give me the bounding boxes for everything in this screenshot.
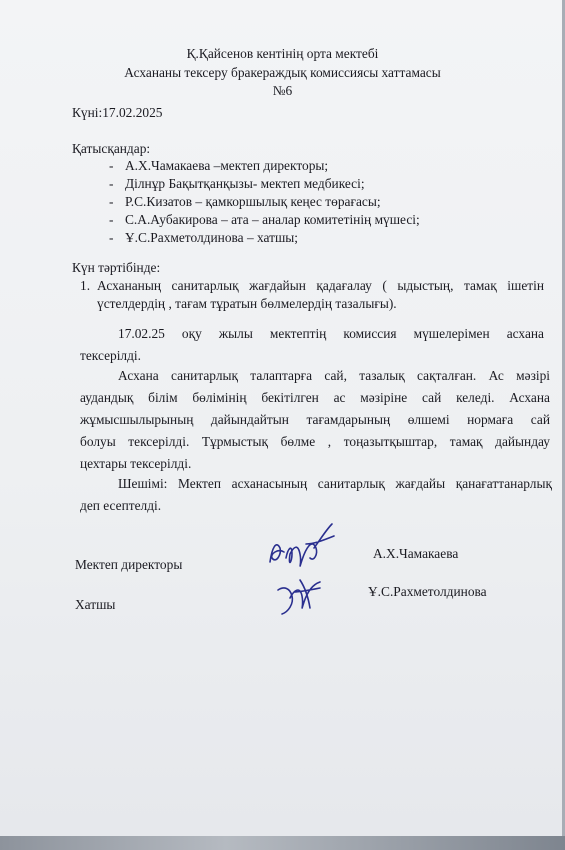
document-number: №6 [272, 83, 293, 98]
agenda-item-line: Асхананың санитарлық жағдайын қадағалау ( ыдыстың, тамақ ішетін [97, 278, 544, 293]
body-paragraph-line: тексерілді. [80, 348, 141, 363]
list-bullet: - [109, 194, 114, 209]
secretary-name: Ұ.С.Рахметолдинова [368, 584, 487, 599]
director-role-label: Мектеп директоры [75, 557, 183, 572]
list-bullet: - [109, 212, 114, 227]
background-edge [0, 836, 565, 850]
school-name: Қ.Қайсенов кентінің орта мектебі [186, 46, 379, 61]
list-bullet: - [109, 158, 114, 173]
decision-line: деп есептелді. [80, 498, 162, 513]
participants-heading: Қатысқандар: [72, 141, 151, 156]
director-signature [262, 518, 342, 578]
director-name: А.Х.Чамакаева [373, 546, 459, 561]
participant-item: Р.С.Кизатов – қамкоршылық кеңес төрағасы; [125, 194, 381, 209]
secretary-signature [270, 572, 330, 622]
list-bullet: - [109, 230, 114, 245]
agenda-item-line: үстелдердің , тағам тұратын бөлмелердің тазалығы). [97, 296, 397, 311]
list-bullet: - [109, 176, 114, 191]
body-paragraph-line: Асхана санитарлық талаптарға сай, тазалық сақталған. Ас мәзірі [118, 368, 550, 383]
body-paragraph-line: цехтары тексерілді. [80, 456, 192, 471]
participant-item: А.Х.Чамакаева –мектеп директоры; [125, 158, 329, 173]
participant-item: Ұ.С.Рахметолдинова – хатшы; [125, 230, 298, 245]
date-line: Күні:17.02.2025 [72, 105, 163, 120]
body-paragraph-line: жұмысшылырының дайындайтын тағамдарының өлшемі нормаға сай [80, 412, 550, 427]
secretary-role-label: Хатшы [75, 597, 116, 612]
document-title: Асхананы тексеру бракераждық комиссиясы хаттамасы [124, 65, 441, 80]
body-paragraph-line: аудандық білім бөлімінің бекітілген ас мәзіріне сай келеді. Асхана [80, 390, 550, 405]
agenda-item-number: 1. [80, 278, 91, 293]
agenda-heading: Күн тәртібінде: [72, 260, 161, 275]
participant-item: Ділнұр Бақытқанқызы- мектеп медбикесі; [125, 176, 365, 191]
body-paragraph-line: болуы тексерілді. Тұрмыстық бөлме , тоңазытқыштар, тамақ дайындау [80, 434, 550, 449]
participant-item: С.А.Аубакирова – ата – аналар комитетінің мүшесі; [125, 212, 420, 227]
body-paragraph-line: 17.02.25 оқу жылы мектептің комиссия мүшелерімен асхана [118, 326, 544, 341]
decision-line: Шешімі: Мектеп асханасының санитарлық жағдайы қанағаттанарлық [118, 476, 552, 491]
